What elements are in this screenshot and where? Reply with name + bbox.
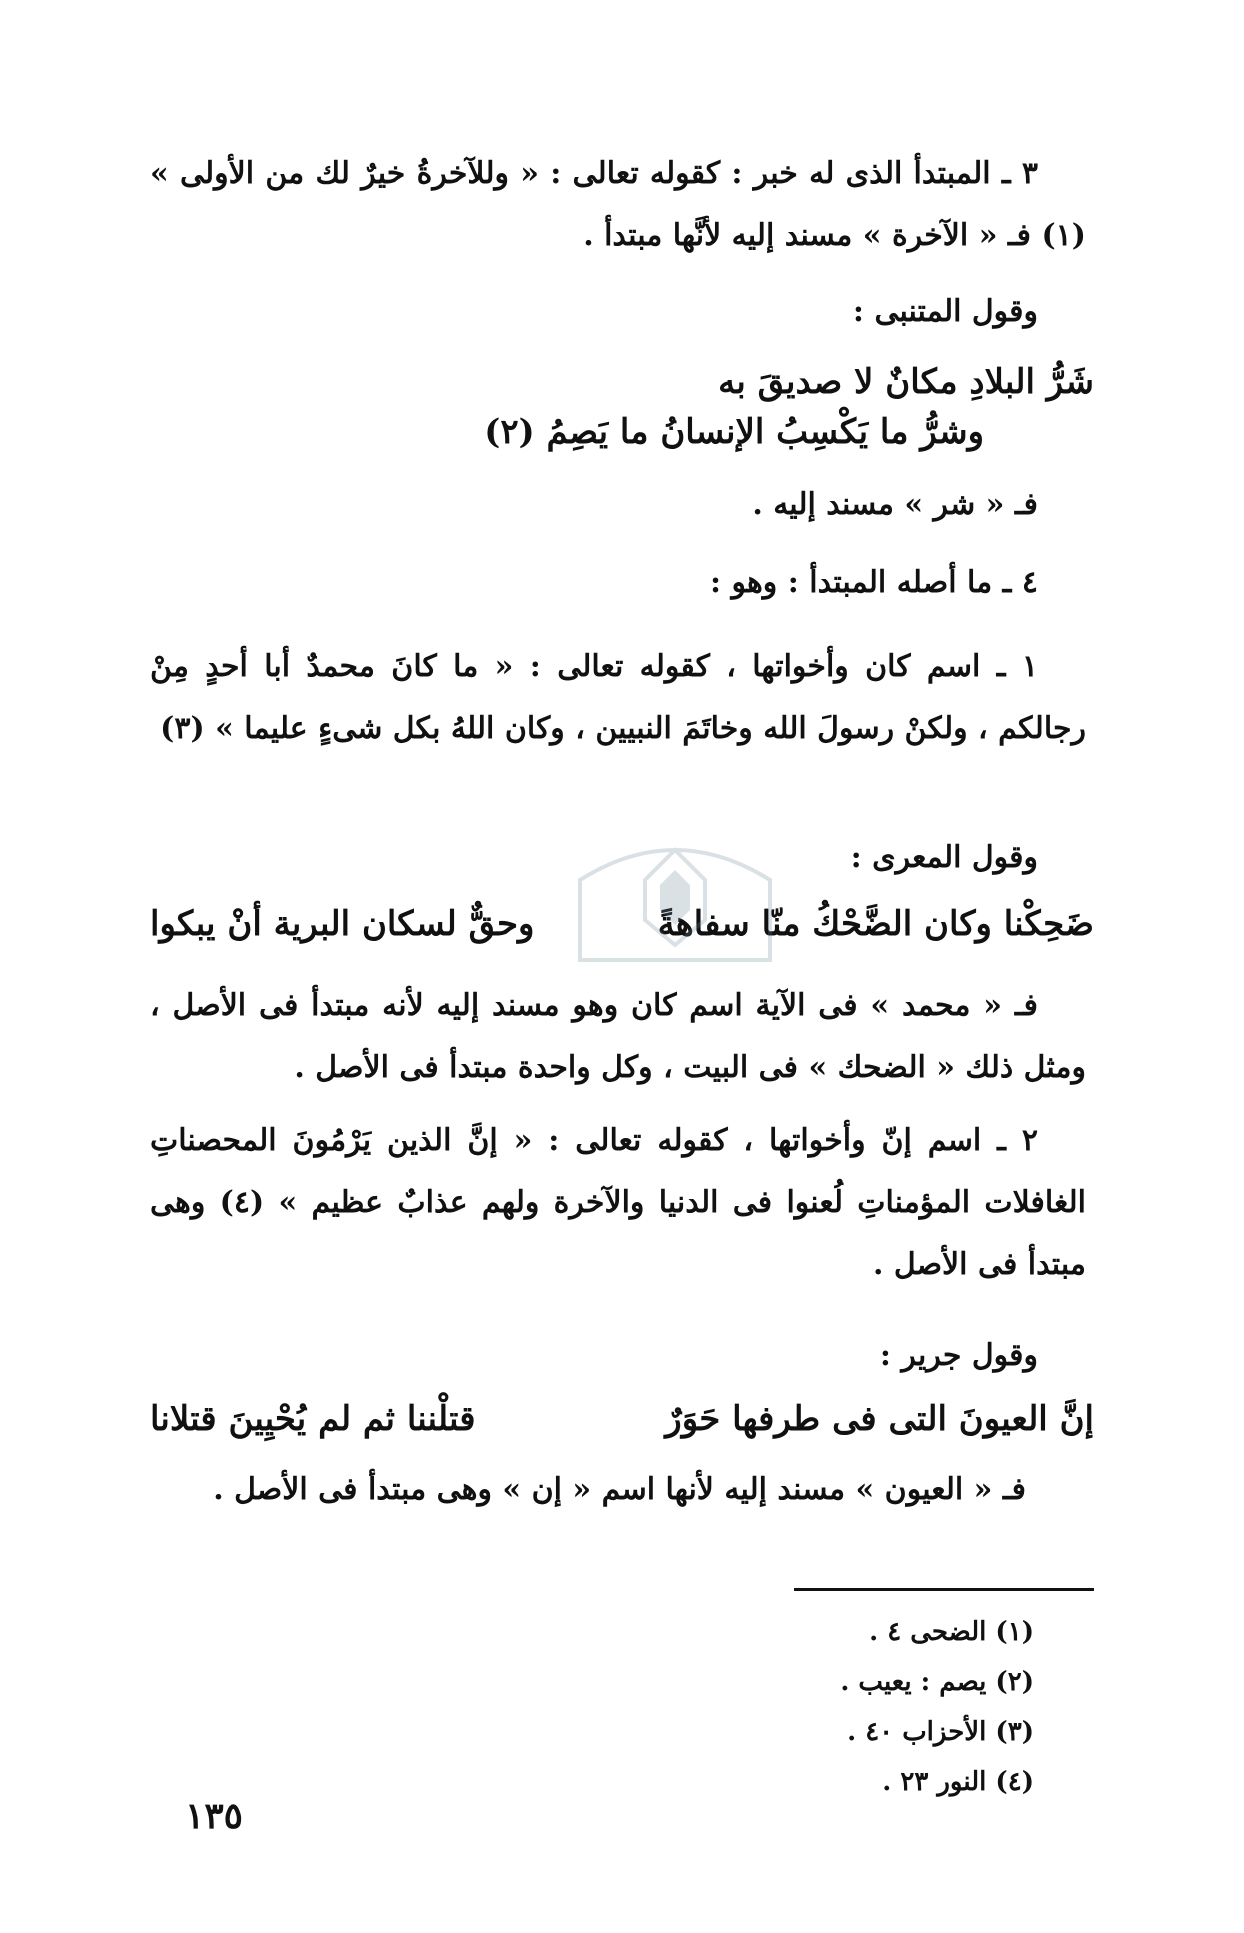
- footnotes: [634, 1607, 1034, 1807]
- hemistich-1: إنَّ العيونَ التى فى طرفها حَوَرٌ: [665, 1399, 1094, 1439]
- hemistich-1: ضَحِكْنا وكان الضَّحْكُ منّا سفاهةً: [657, 904, 1094, 944]
- page-number: ١٣٥: [185, 1795, 244, 1837]
- verse-jarir: [150, 1395, 1094, 1445]
- hemistich-1: شَرُّ البلادِ مكانٌ لا صديقَ به: [718, 362, 1094, 402]
- footnote-3: (٣) الأحزاب ٤٠ .: [847, 1717, 1034, 1747]
- note-uyun: فـ « العيون » مسند إليه لأنها اسم « إن » وهى مبتدأ فى الأصل .: [213, 1472, 1026, 1507]
- footnote-1: (١) الضحى ٤ .: [869, 1617, 1034, 1647]
- footnote-2: (٢) يصم : يعيب .: [840, 1667, 1034, 1697]
- paragraph-3: ٣ ـ المبتدأ الذى له خبر : كقوله تعالى : « وللآخرةُ خيرٌ لك من الأولى » (١) فـ « الآخرة » مسند إليه لأنَّها مبتدأ .: [150, 156, 1086, 253]
- footnote-divider: [794, 1588, 1094, 1591]
- watermark-seal-icon: [560, 810, 790, 990]
- intro-jarir: وقول جرير :: [879, 1338, 1038, 1373]
- paragraph-muhammad: فـ « محمد » فى الآية اسم كان وهو مسند إليه لأنه مبتدأ فى الأصل ، ومثل ذلك « الضحك » فى البيت ، وكل واحدة مبتدأ فى الأصل .: [150, 988, 1086, 1085]
- note-sharr: فـ « شر » مسند إليه .: [752, 487, 1038, 522]
- section-4-heading: ٤ ـ ما أصله المبتدأ : وهو :: [709, 565, 1038, 600]
- verse-mutanabbi: [150, 358, 1094, 458]
- paragraph-4-1: ١ ـ اسم كان وأخواتها ، كقوله تعالى : « ما كانَ محمدٌ أبا أحدٍ مِنْ رجالكم ، ولكنْ رسولَ الله وخاتَمَ النبيين ، وكان اللهُ بكل شىءٍ عليما » (٣): [150, 649, 1086, 746]
- hemistich-2: وشرُّ ما يَكْسِبُ الإنسانُ ما يَصِمُ (٢): [484, 412, 984, 452]
- intro-maarri: وقول المعرى :: [850, 840, 1038, 875]
- paragraph-4-2: ٢ ـ اسم إنّ وأخواتها ، كقوله تعالى : « إنَّ الذين يَرْمُونَ المحصناتِ الغافلات المؤمناتِ لُعنوا فى الدنيا والآخرة ولهم عذابٌ عظيم » (٤) وهى مبتدأ فى الأصل .: [150, 1123, 1086, 1282]
- hemistich-2: وحقٌّ لسكان البرية أنْ يبكوا: [150, 904, 535, 944]
- intro-mutanabbi: وقول المتنبى :: [852, 294, 1038, 329]
- footnote-4: (٤) النور ٢٣ .: [882, 1767, 1034, 1797]
- hemistich-2: قتلْننا ثم لم يُحْيِينَ قتلانا: [150, 1399, 476, 1439]
